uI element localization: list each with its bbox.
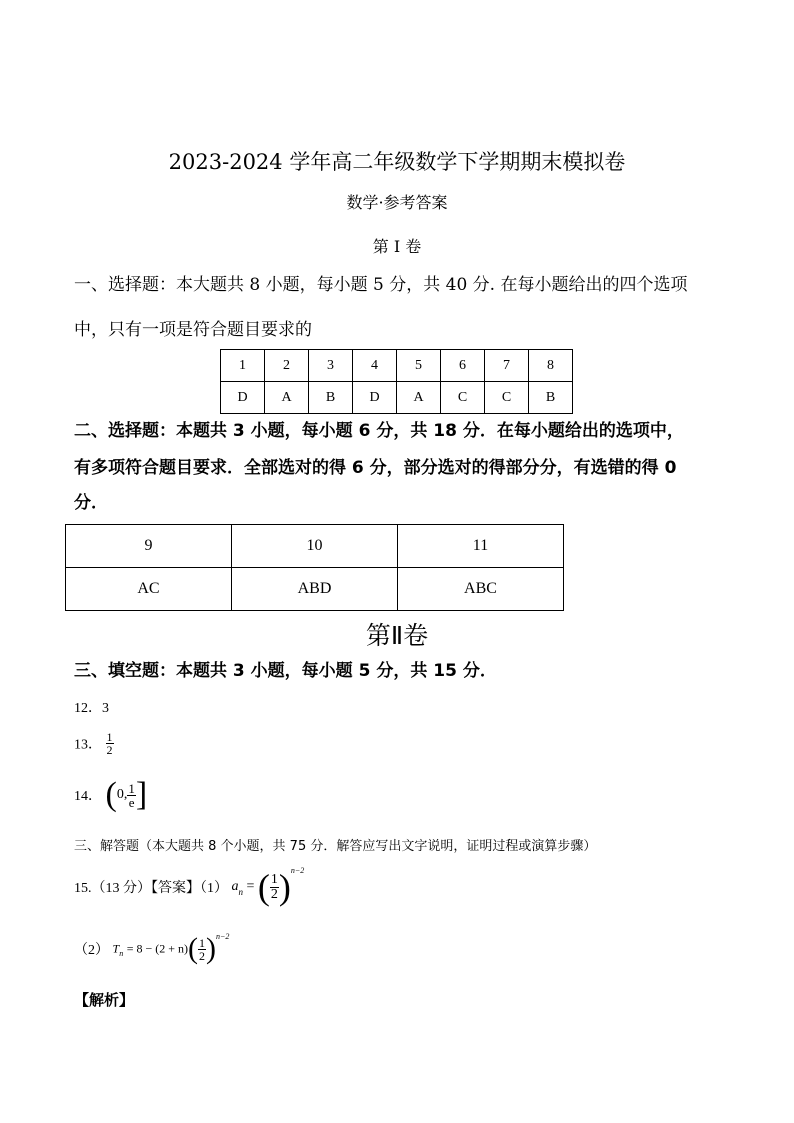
part-label: （2） [74, 943, 109, 958]
left-paren: ( [257, 867, 270, 907]
answer-15-part1 [74, 866, 304, 908]
section4-intro: 三、解答题（本大题共 8 个小题，共 75 分．解答应写出文字说明，证明过程或演算步骤） [74, 839, 597, 854]
table-cell: 9 [66, 525, 232, 568]
table-cell: 6 [441, 350, 485, 382]
section1-intro-line1: 一、选择题：本大题共 8 小题，每小题 5 分，共 40 分. 在每小题给出的四个选项 [74, 275, 688, 295]
fraction [127, 782, 136, 809]
left-paren: ( [105, 776, 117, 813]
table-cell: ABC [398, 568, 564, 611]
section2-intro-line2: 有多项符合题目要求．全部选对的得 6 分，部分选对的得部分分，有选错的得 0 [74, 458, 677, 478]
fraction-numerator: 1 [198, 935, 205, 950]
interval-start: 0, [116, 787, 128, 802]
fraction [270, 873, 279, 902]
fraction-numerator: 1 [270, 871, 278, 887]
answer-14 [74, 776, 147, 814]
fraction [198, 937, 206, 962]
table-cell: 3 [309, 350, 353, 382]
table-cell: 5 [397, 350, 441, 382]
equals-sign: = [246, 879, 255, 894]
table-row-answers [66, 568, 564, 611]
table-cell: A [265, 382, 309, 414]
variable-a: a [231, 879, 239, 894]
table-cell: A [397, 382, 441, 414]
fraction [106, 731, 114, 756]
table-cell: 2 [265, 350, 309, 382]
subscript-n: n [119, 948, 124, 958]
volume-1-heading: 第 I 卷 [372, 237, 422, 256]
volume-2-heading: 第Ⅱ卷 [365, 623, 429, 650]
fraction-denominator: 2 [198, 948, 205, 963]
table-cell: 7 [485, 350, 529, 382]
table-cell: 10 [232, 525, 398, 568]
table-cell: 11 [398, 525, 564, 568]
section2-intro-line3: 分． [74, 493, 108, 513]
table-cell: C [441, 382, 485, 414]
section3-intro: 三、填空题：本题共 3 小题，每小题 5 分，共 15 分． [74, 661, 497, 681]
answer-13 [74, 731, 114, 756]
fraction-numerator: 1 [128, 780, 135, 796]
section1-intro-line2: 中，只有一项是符合题目要求的 [74, 320, 312, 340]
right-paren: ) [205, 932, 216, 965]
table-cell: AC [66, 568, 232, 611]
right-bracket: ] [135, 776, 148, 813]
subscript-n: n [238, 887, 243, 897]
table-row-numbers [66, 525, 564, 568]
analysis-heading: 【解析】 [74, 991, 135, 1009]
question-number: 13． [74, 737, 102, 753]
left-paren: ( [187, 932, 198, 965]
table-cell: ABD [232, 568, 398, 611]
section1-answer-table [220, 349, 573, 414]
answer-value: 3 [102, 701, 109, 716]
table-cell: D [353, 382, 397, 414]
table-row-answers [221, 382, 573, 414]
fraction-denominator: 2 [106, 743, 113, 757]
question-number: 12． [74, 701, 102, 716]
fraction-denominator: e [128, 794, 135, 810]
table-cell: C [485, 382, 529, 414]
table-cell: D [221, 382, 265, 414]
question-label: 15.（13 分）【答案】（1） [74, 881, 228, 896]
table-row-numbers [221, 350, 573, 382]
section2-intro-line1: 二、选择题：本题共 3 小题，每小题 6 分，共 18 分．在每小题给出的选项中， [74, 421, 684, 441]
answer-12 [74, 697, 109, 717]
table-cell: 4 [353, 350, 397, 382]
fraction-denominator: 2 [270, 886, 278, 902]
table-cell: 8 [529, 350, 573, 382]
expression-rhs: = 8 − (2 + n) [126, 941, 188, 956]
variable-t: T [112, 941, 120, 956]
table-cell: B [309, 382, 353, 414]
right-paren: ) [278, 867, 291, 907]
fraction-numerator: 1 [106, 730, 113, 744]
document-title: 2023-2024 学年高二年级数学下学期期末模拟卷 [168, 150, 626, 174]
answer-15-part2 [74, 932, 229, 966]
exponent: n−2 [215, 932, 230, 941]
document-subtitle: 数学·参考答案 [346, 193, 448, 212]
exponent: n−2 [290, 866, 305, 875]
section2-answer-table [65, 524, 564, 611]
table-cell: 1 [221, 350, 265, 382]
question-number: 14． [74, 789, 102, 804]
table-cell: B [529, 382, 573, 414]
